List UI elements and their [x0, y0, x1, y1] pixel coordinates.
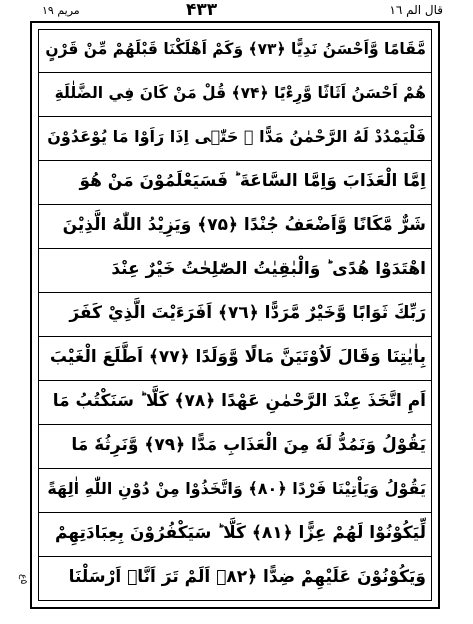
text-block — [38, 29, 432, 601]
text-line: رَبِّكَ ثَوَابًا وَّخَيْرٌ مَّرَدًّا ﴿۷٦﴾ اَفَرَءَيْتَ الَّذِيْ كَفَرَ — [38, 293, 432, 337]
text-line: يَقُوْلُ وَنَمُدُّ لَهٗ مِنَ الْعَذَابِ مَدًّا ﴿۷۹﴾ وَّنَرِثُهٗ مَا — [38, 425, 432, 469]
text-line: اَمِ اتَّخَذَ عِنْدَ الرَّحْمٰنِ عَهْدًا ﴿۷۸﴾ كَلَّا ؕ سَنَكْتُبُ مَا — [38, 381, 432, 425]
text-line: هُمْ اَحْسَنُ اَثَاثًا وَّرِءْيًا ﴿۷۴﴾ قُلْ مَنْ كَانَ فِي الضَّلٰلَةِ — [38, 73, 432, 117]
ruku-margin-note: ۵ع — [18, 573, 28, 584]
text-line: وَيَكُوْنُوْنَ عَلَيْهِمْ ضِدًّا ﴿۸۲﴾ اَلَمْ تَرَ اَنَّاۤ اَرْسَلْنَا — [68, 567, 426, 587]
text-line: شَرٌّ مَّكَانًا وَّاَضْعَفُ جُنْدًا ﴿۷۵﴾ وَيَزِيْدُ اللّٰهُ الَّذِيْنَ — [38, 205, 432, 249]
text-line: بِاٰيٰتِنَا وَقَالَ لَاُوْتَيَنَّ مَالًا وَّوَلَدًا ﴿۷۷﴾ اَطَّلَعَ الْغَيْبَ — [38, 337, 432, 381]
text-line: اِمَّا الْعَذَابَ وَاِمَّا السَّاعَةَ ؕ فَسَيَعْلَمُوْنَ مَنْ هُوَ — [38, 161, 432, 205]
text-line: يَقُوْلُ وَيَاْتِيْنَا فَرْدًا ﴿۸۰﴾ وَاتَّخَذُوْا مِنْ دُوْنِ اللّٰهِ اٰلِهَةً — [38, 469, 432, 513]
text-line: فَلْيَمْدُدْ لَهُ الرَّحْمٰنُ مَدًّا ۚ حَتّٰۤى اِذَا رَاَوْا مَا يُوْعَدُوْنَ — [38, 117, 432, 161]
page-header — [0, 0, 473, 22]
para-name: قال الم ۱٦ — [389, 3, 443, 17]
surah-name: مریم ۱۹ — [42, 4, 80, 17]
page-number: ۴۳۳ — [186, 0, 218, 20]
text-line: اهْتَدَوْا هُدًى ؕ وَالْبٰقِيٰتُ الصّٰلِحٰتُ خَيْرٌ عِنْدَ — [38, 249, 432, 293]
text-line: مَّقَامًا وَّاَحْسَنُ نَدِيًّا ﴿۷۳﴾ وَكَمْ اَهْلَكْنَا قَبْلَهُمْ مِّنْ قَرْنٍ — [38, 29, 432, 73]
text-line: لِّيَكُوْنُوْا لَهُمْ عِزًّا ﴿۸۱﴾ كَلَّا ؕ سَيَكْفُرُوْنَ بِعِبَادَتِهِمْ — [38, 513, 432, 557]
